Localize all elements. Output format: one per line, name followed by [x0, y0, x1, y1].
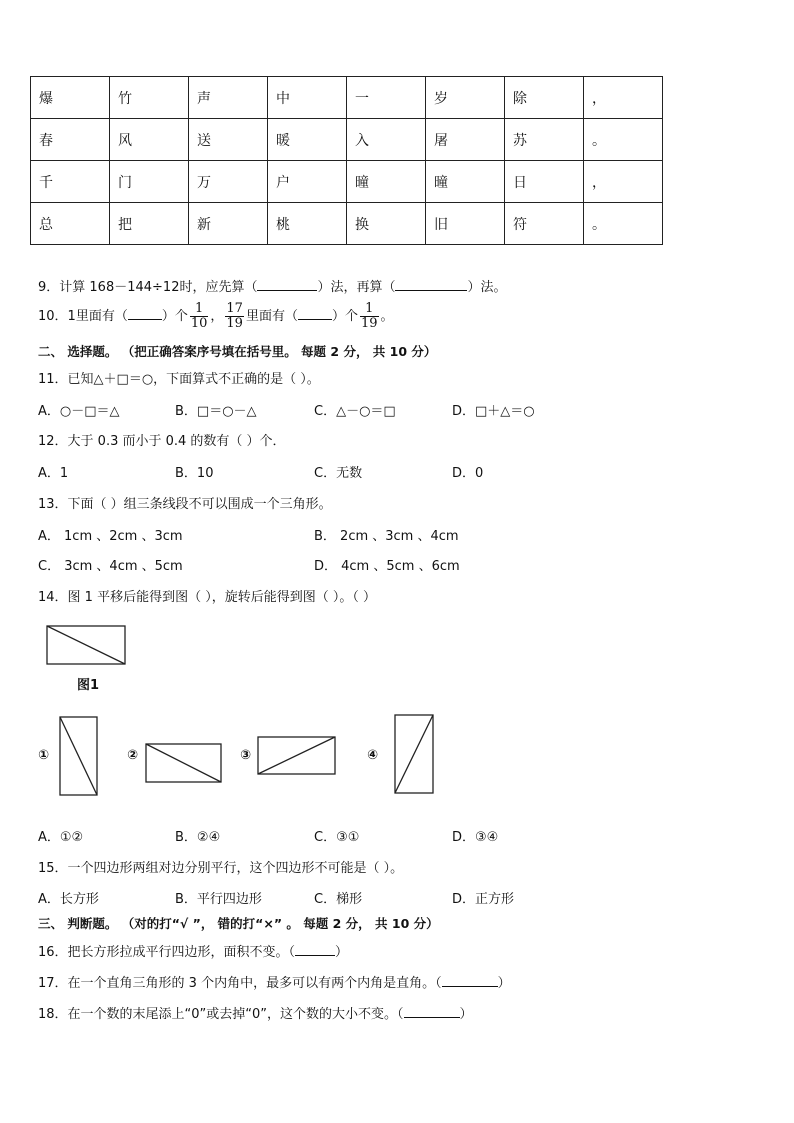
question-15-stem: 15．一个四边形两组对边分别平行，这个四边形不可能是（ ）。 [38, 861, 404, 876]
question-16: 16．把长方形拉成平行四边形，面积不变。（ ） [38, 945, 349, 960]
poem-cell: 。 [584, 119, 663, 161]
figure-label-3: ③ [240, 748, 252, 763]
poem-cell: 中 [268, 77, 347, 119]
option-b[interactable]: B．平行四边形 [175, 892, 262, 907]
fraction: $\frac{1}{10}$ [190, 301, 208, 331]
figure-1-rectangle [46, 625, 126, 665]
poem-cell: 春 [31, 119, 110, 161]
question-13-stem: 13．下面（ ）组三条线段不可以围成一个三角形。 [38, 497, 332, 512]
poem-cell: 门 [110, 161, 189, 203]
option-d[interactable]: D．0 [452, 466, 484, 481]
option-c[interactable]: C．梯形 [314, 892, 363, 907]
poem-cell: 爆 [31, 77, 110, 119]
figure-option-4 [394, 714, 435, 795]
fraction: $\frac{1}{19}$ [360, 301, 378, 331]
option-b[interactable]: B．10 [175, 466, 214, 481]
option-a[interactable]: A．①② [38, 830, 84, 845]
option-d[interactable]: D． 4cm 、5cm 、6cm [314, 559, 460, 574]
option-a[interactable]: A．○－□＝△ [38, 404, 120, 419]
poem-cell: ， [584, 161, 663, 203]
figure-1-label: 图1 [77, 678, 100, 693]
poem-cell: 总 [31, 203, 110, 245]
poem-cell: 屠 [426, 119, 505, 161]
question-14-stem: 14．图 1 平移后能得到图（ ），旋转后能得到图（ ）。（ ） [38, 590, 376, 605]
question-18: 18．在一个数的末尾添上“0”或去掉“0”，这个数的大小不变。（ ） [38, 1007, 473, 1022]
question-10: 10．1里面有（ ）个 $\frac{1}{10}$ ， $\frac{17}{19}$ 里面有（ ）个 $\frac{1}{19}$ 。 [38, 301, 394, 331]
option-c[interactable]: C．③① [314, 830, 360, 845]
answer-blank[interactable] [395, 278, 467, 291]
option-a[interactable]: A．1 [38, 466, 69, 481]
poem-cell: 曈 [426, 161, 505, 203]
poem-table [30, 76, 663, 245]
poem-cell: 桃 [268, 203, 347, 245]
poem-cell: 把 [110, 203, 189, 245]
figure-option-1 [59, 716, 99, 797]
poem-cell: 日 [505, 161, 584, 203]
option-c[interactable]: C．无数 [314, 466, 363, 481]
question-12-stem: 12．大于 0.3 而小于 0.4 的数有（ ）个． [38, 434, 286, 449]
figure-label-1: ① [38, 748, 50, 763]
answer-blank[interactable] [295, 943, 335, 956]
poem-cell: 风 [110, 119, 189, 161]
figure-option-3 [257, 736, 337, 776]
question-17: 17．在一个直角三角形的 3 个内角中，最多可以有两个内角是直角。（ ） [38, 976, 511, 991]
option-d[interactable]: D．正方形 [452, 892, 515, 907]
poem-cell: 除 [505, 77, 584, 119]
answer-blank[interactable] [442, 974, 498, 987]
poem-cell: 竹 [110, 77, 189, 119]
poem-cell: 户 [268, 161, 347, 203]
poem-row [31, 161, 663, 203]
poem-cell: 苏 [505, 119, 584, 161]
fraction: $\frac{17}{19}$ [226, 301, 243, 331]
poem-cell: 新 [189, 203, 268, 245]
figure-option-2 [145, 743, 223, 785]
section-2-heading: 二、 选择题。 （把正确答案序号填在括号里。 每题 2 分， 共 10 分） [38, 344, 437, 359]
option-d[interactable]: D．□＋△＝○ [452, 404, 535, 419]
poem-cell: 千 [31, 161, 110, 203]
poem-cell: ， [584, 77, 663, 119]
poem-cell: 。 [584, 203, 663, 245]
poem-cell: 声 [189, 77, 268, 119]
poem-cell: 符 [505, 203, 584, 245]
option-b[interactable]: B． 2cm 、3cm 、4cm [314, 529, 459, 544]
option-b[interactable]: B．②④ [175, 830, 221, 845]
poem-cell: 暖 [268, 119, 347, 161]
answer-blank[interactable] [404, 1005, 460, 1018]
poem-cell: 一 [347, 77, 426, 119]
figure-label-2: ② [127, 748, 139, 763]
poem-cell: 岁 [426, 77, 505, 119]
question-9: 9．计算 168－144÷12时，应先算（ ）法，再算（ ）法。 [38, 280, 507, 295]
answer-blank[interactable] [298, 307, 332, 320]
poem-cell: 曈 [347, 161, 426, 203]
option-c[interactable]: C．△－○＝□ [314, 404, 396, 419]
section-3-heading: 三、 判断题。 （对的打“√ ”， 错的打“×” 。 每题 2 分， 共 10 分） [38, 916, 439, 931]
poem-cell: 换 [347, 203, 426, 245]
figure-label-4: ④ [367, 748, 379, 763]
poem-cell: 旧 [426, 203, 505, 245]
question-11-stem: 11．已知△＋□＝○，下面算式不正确的是（ ）。 [38, 372, 320, 387]
poem-cell: 送 [189, 119, 268, 161]
option-a[interactable]: A．长方形 [38, 892, 99, 907]
option-a[interactable]: A． 1cm 、2cm 、3cm [38, 529, 183, 544]
poem-cell: 入 [347, 119, 426, 161]
answer-blank[interactable] [257, 278, 317, 291]
option-c[interactable]: C． 3cm 、4cm 、5cm [38, 559, 183, 574]
poem-cell: 万 [189, 161, 268, 203]
answer-blank[interactable] [128, 307, 162, 320]
poem-row [31, 203, 663, 245]
poem-row [31, 77, 663, 119]
option-b[interactable]: B．□＝○－△ [175, 404, 257, 419]
option-d[interactable]: D．③④ [452, 830, 499, 845]
poem-row [31, 119, 663, 161]
